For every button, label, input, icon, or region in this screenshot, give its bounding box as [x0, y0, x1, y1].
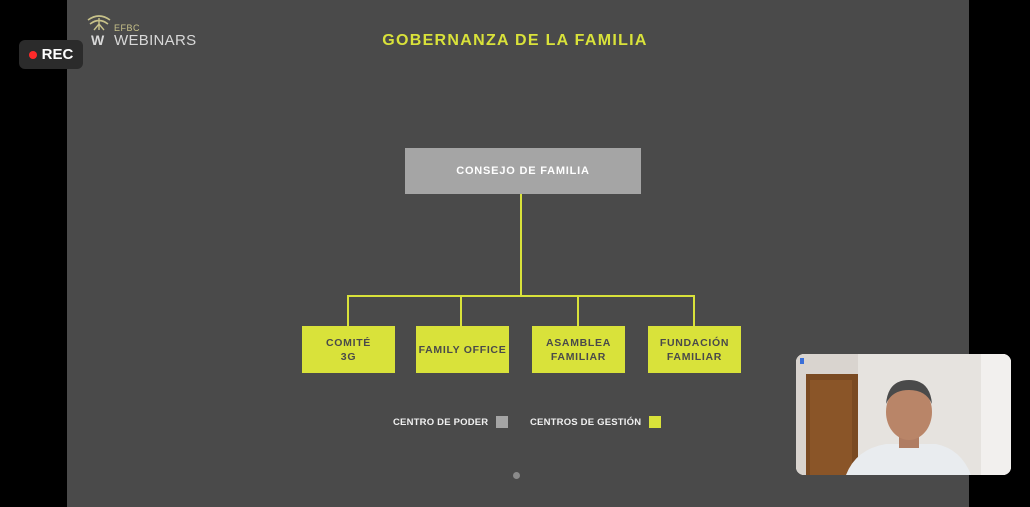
org-child-label: FAMILY OFFICE	[418, 343, 507, 356]
connector-drop-2	[460, 295, 462, 326]
connector-horizontal	[347, 295, 695, 297]
connector-vertical-main	[520, 194, 522, 296]
org-child-label: COMITÉ 3G	[325, 336, 372, 363]
connector-drop-3	[577, 295, 579, 326]
org-child-label: ASAMBLEA FAMILIAR	[545, 336, 612, 363]
logo-w-mark: W	[91, 32, 105, 48]
org-root-box	[405, 148, 641, 194]
slide-title: GOBERNANZA DE LA FAMILIA	[382, 32, 648, 49]
org-child-box	[416, 326, 509, 373]
legend-item-management	[530, 416, 661, 428]
legend-label: CENTRO DE PODER	[393, 416, 489, 428]
recording-label: REC	[41, 46, 74, 63]
legend-swatch-accent	[649, 416, 661, 428]
org-child-box	[302, 326, 395, 373]
record-dot-icon	[29, 51, 37, 59]
connector-drop-1	[347, 295, 349, 326]
speaker-video-image	[796, 354, 1011, 475]
logo-efbc-text: EFBC	[114, 23, 141, 33]
org-child-box	[648, 326, 741, 373]
speaker-video-thumbnail[interactable]	[796, 354, 1011, 475]
logo-webinars-text: WEBINARS	[114, 32, 197, 49]
legend-swatch-gray	[496, 416, 508, 428]
org-child-label: FUNDACIÓN FAMILIAR	[659, 336, 730, 363]
org-child-box	[532, 326, 625, 373]
org-root-label: CONSEJO DE FAMILIA	[456, 165, 590, 177]
legend-item-power	[393, 416, 508, 428]
connector-drop-4	[693, 295, 695, 326]
legend-label: CENTROS DE GESTIÓN	[530, 416, 642, 428]
slide-pager-dot[interactable]	[513, 472, 520, 479]
